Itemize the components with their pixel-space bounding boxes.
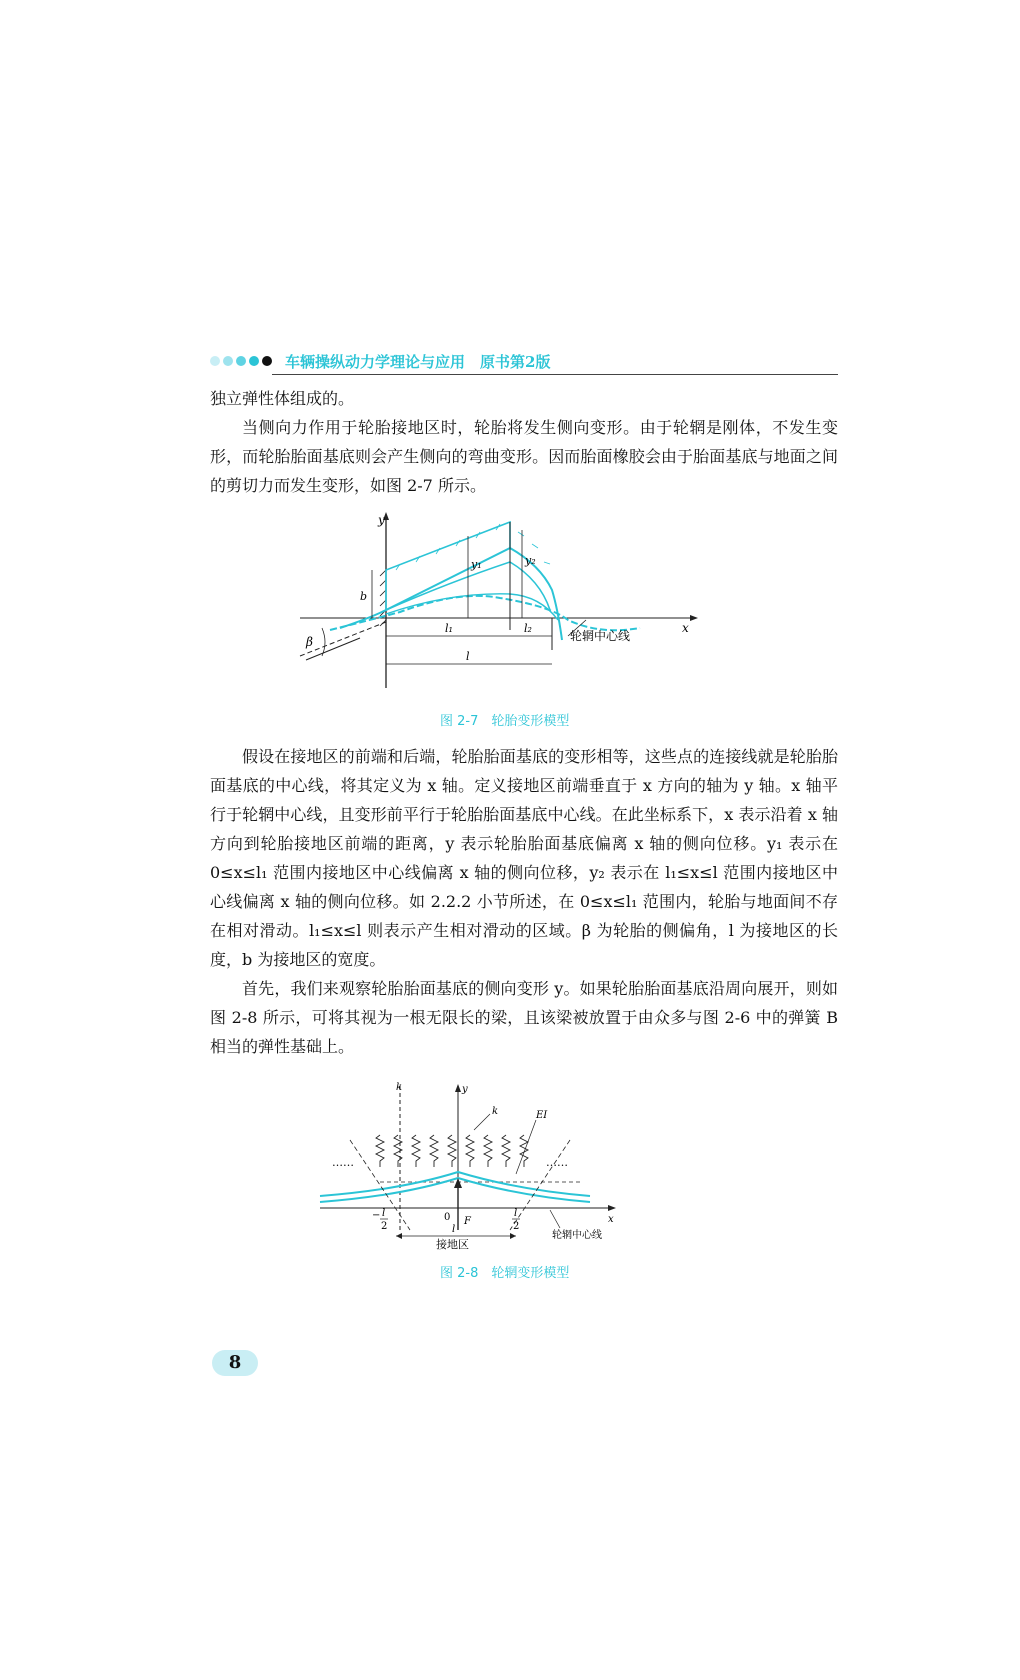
beta-arrow-line	[306, 638, 360, 660]
paragraph-2: 假设在接地区的前端和后端，轮胎胎面基底的变形相等，这些点的连接线就是轮胎胎面基底的中心线，将其定义为 x 轴。定义接地区前端垂直于 x 方向的轴为 y 轴。x 轴平行于轮辋中心线，且变形前平行于轮胎胎面基底中心线。在此坐标系下，x 表示沿着 x 轴方向到轮胎接地区前端的距离，y 表示轮胎胎面基底偏离 x 轴的侧向位移。y₁ 表示在 0≤x≤l₁ 范围内接地区中心线偏离 x 轴的侧向位移，y₂ 表示在 l₁≤x≤l 范围内接地区中心线偏离 x 轴的侧向位移。如 2.2.2 小节所述，在 0≤x≤l₁ 范围内，轮胎与地面间不存在相对滑动。l₁≤x≤l 则表示产生相对滑动的区域。β 为轮胎的侧偏角，l 为接地区的长度，b 为接地区的宽度。	[210, 747, 838, 969]
y2-label: y₂	[525, 554, 536, 567]
beta-arc	[322, 628, 325, 656]
paragraph-1: 当侧向力作用于轮胎接地区时，轮胎将发生侧向变形。由于轮辋是刚体，不发生变形，而轮胎胎面基底则会产生侧向的弯曲变形。因而胎面橡胶会由于胎面基底与地面之间的剪切力而发生变形，如图 2-7 所示。	[210, 418, 838, 495]
neg-sign: −	[372, 1210, 381, 1221]
neg-half-l-denominator: 2	[381, 1221, 388, 1232]
x-axis-arrow	[690, 615, 698, 621]
header-dot	[223, 356, 233, 366]
y1-label: y₁	[471, 558, 482, 571]
header-dot	[262, 356, 272, 366]
neg-half-l-numerator: l	[382, 1208, 386, 1219]
origin-label: 0	[444, 1212, 451, 1223]
book-title: 车辆操纵动力学理论与应用 原书第2版	[285, 353, 551, 371]
half-l-numerator: l	[514, 1208, 518, 1219]
figure-1-caption: 图 2-7 轮胎变形模型	[440, 714, 570, 729]
ei-label: EI	[536, 1110, 548, 1121]
contact-zone-arrow-right	[510, 1233, 516, 1239]
l-label: l	[466, 650, 470, 663]
figure-2-caption: 图 2-8 轮辋变形模型	[440, 1266, 570, 1281]
rim-centerline-label: 轮辋中心线	[552, 1230, 602, 1241]
text-block-2	[210, 742, 838, 1061]
y-axis-label: y	[378, 513, 385, 527]
beam-lower	[320, 1178, 590, 1202]
figure-rim-deformation	[332, 1080, 660, 1251]
rim-centerline-leader	[550, 1210, 560, 1228]
header-dot	[210, 356, 220, 366]
k-leader	[474, 1114, 490, 1130]
half-l-denominator: 2	[513, 1221, 520, 1232]
l1-label: l₁	[445, 622, 453, 635]
b-label: b	[360, 590, 368, 603]
x-axis-label: x	[682, 621, 689, 635]
contact-zone-arrow-left	[396, 1233, 402, 1239]
y-axis-label: y	[462, 1084, 468, 1095]
paragraph-3: 首先，我们来观察轮胎胎面基底的侧向变形 y。如果轮胎胎面基底沿周向展开，则如图 2-8 所示，可将其视为一根无限长的梁，且该梁被放置于由众多与图 2-6 中的弹簧 B 相当的弹性基础上。	[210, 979, 838, 1056]
header-dots	[210, 356, 272, 366]
beam-upper	[320, 1172, 590, 1196]
header-dot	[249, 356, 259, 366]
force-label: F	[464, 1216, 471, 1227]
running-header	[210, 350, 838, 376]
page-number: 8	[212, 1350, 258, 1376]
l2-label: l₂	[524, 622, 532, 635]
dots-left: ……	[332, 1156, 354, 1169]
beta-label: β	[306, 635, 313, 649]
paragraph-0: 独立弹性体组成的。	[210, 389, 355, 408]
y-axis-arrow	[455, 1084, 461, 1092]
k-spring-label: k	[492, 1106, 499, 1117]
contact-zone-l-label: l	[452, 1224, 456, 1235]
k-top-label: k	[396, 1082, 403, 1093]
header-rule	[272, 374, 838, 375]
text-block-1	[210, 384, 838, 500]
spring-row	[376, 1135, 528, 1167]
contact-zone-label: 接地区	[436, 1238, 469, 1251]
ei-leader	[516, 1120, 536, 1174]
rim-centerline-label: 轮辋中心线	[570, 629, 631, 643]
dots-right: ……	[546, 1156, 568, 1169]
header-dot	[236, 356, 246, 366]
base-centerline-curve	[330, 596, 640, 630]
x-axis-arrow	[608, 1205, 616, 1211]
right-dashed-diagonal	[510, 1140, 570, 1230]
figure-tire-deformation	[300, 510, 700, 700]
x-axis-label: x	[608, 1214, 614, 1225]
